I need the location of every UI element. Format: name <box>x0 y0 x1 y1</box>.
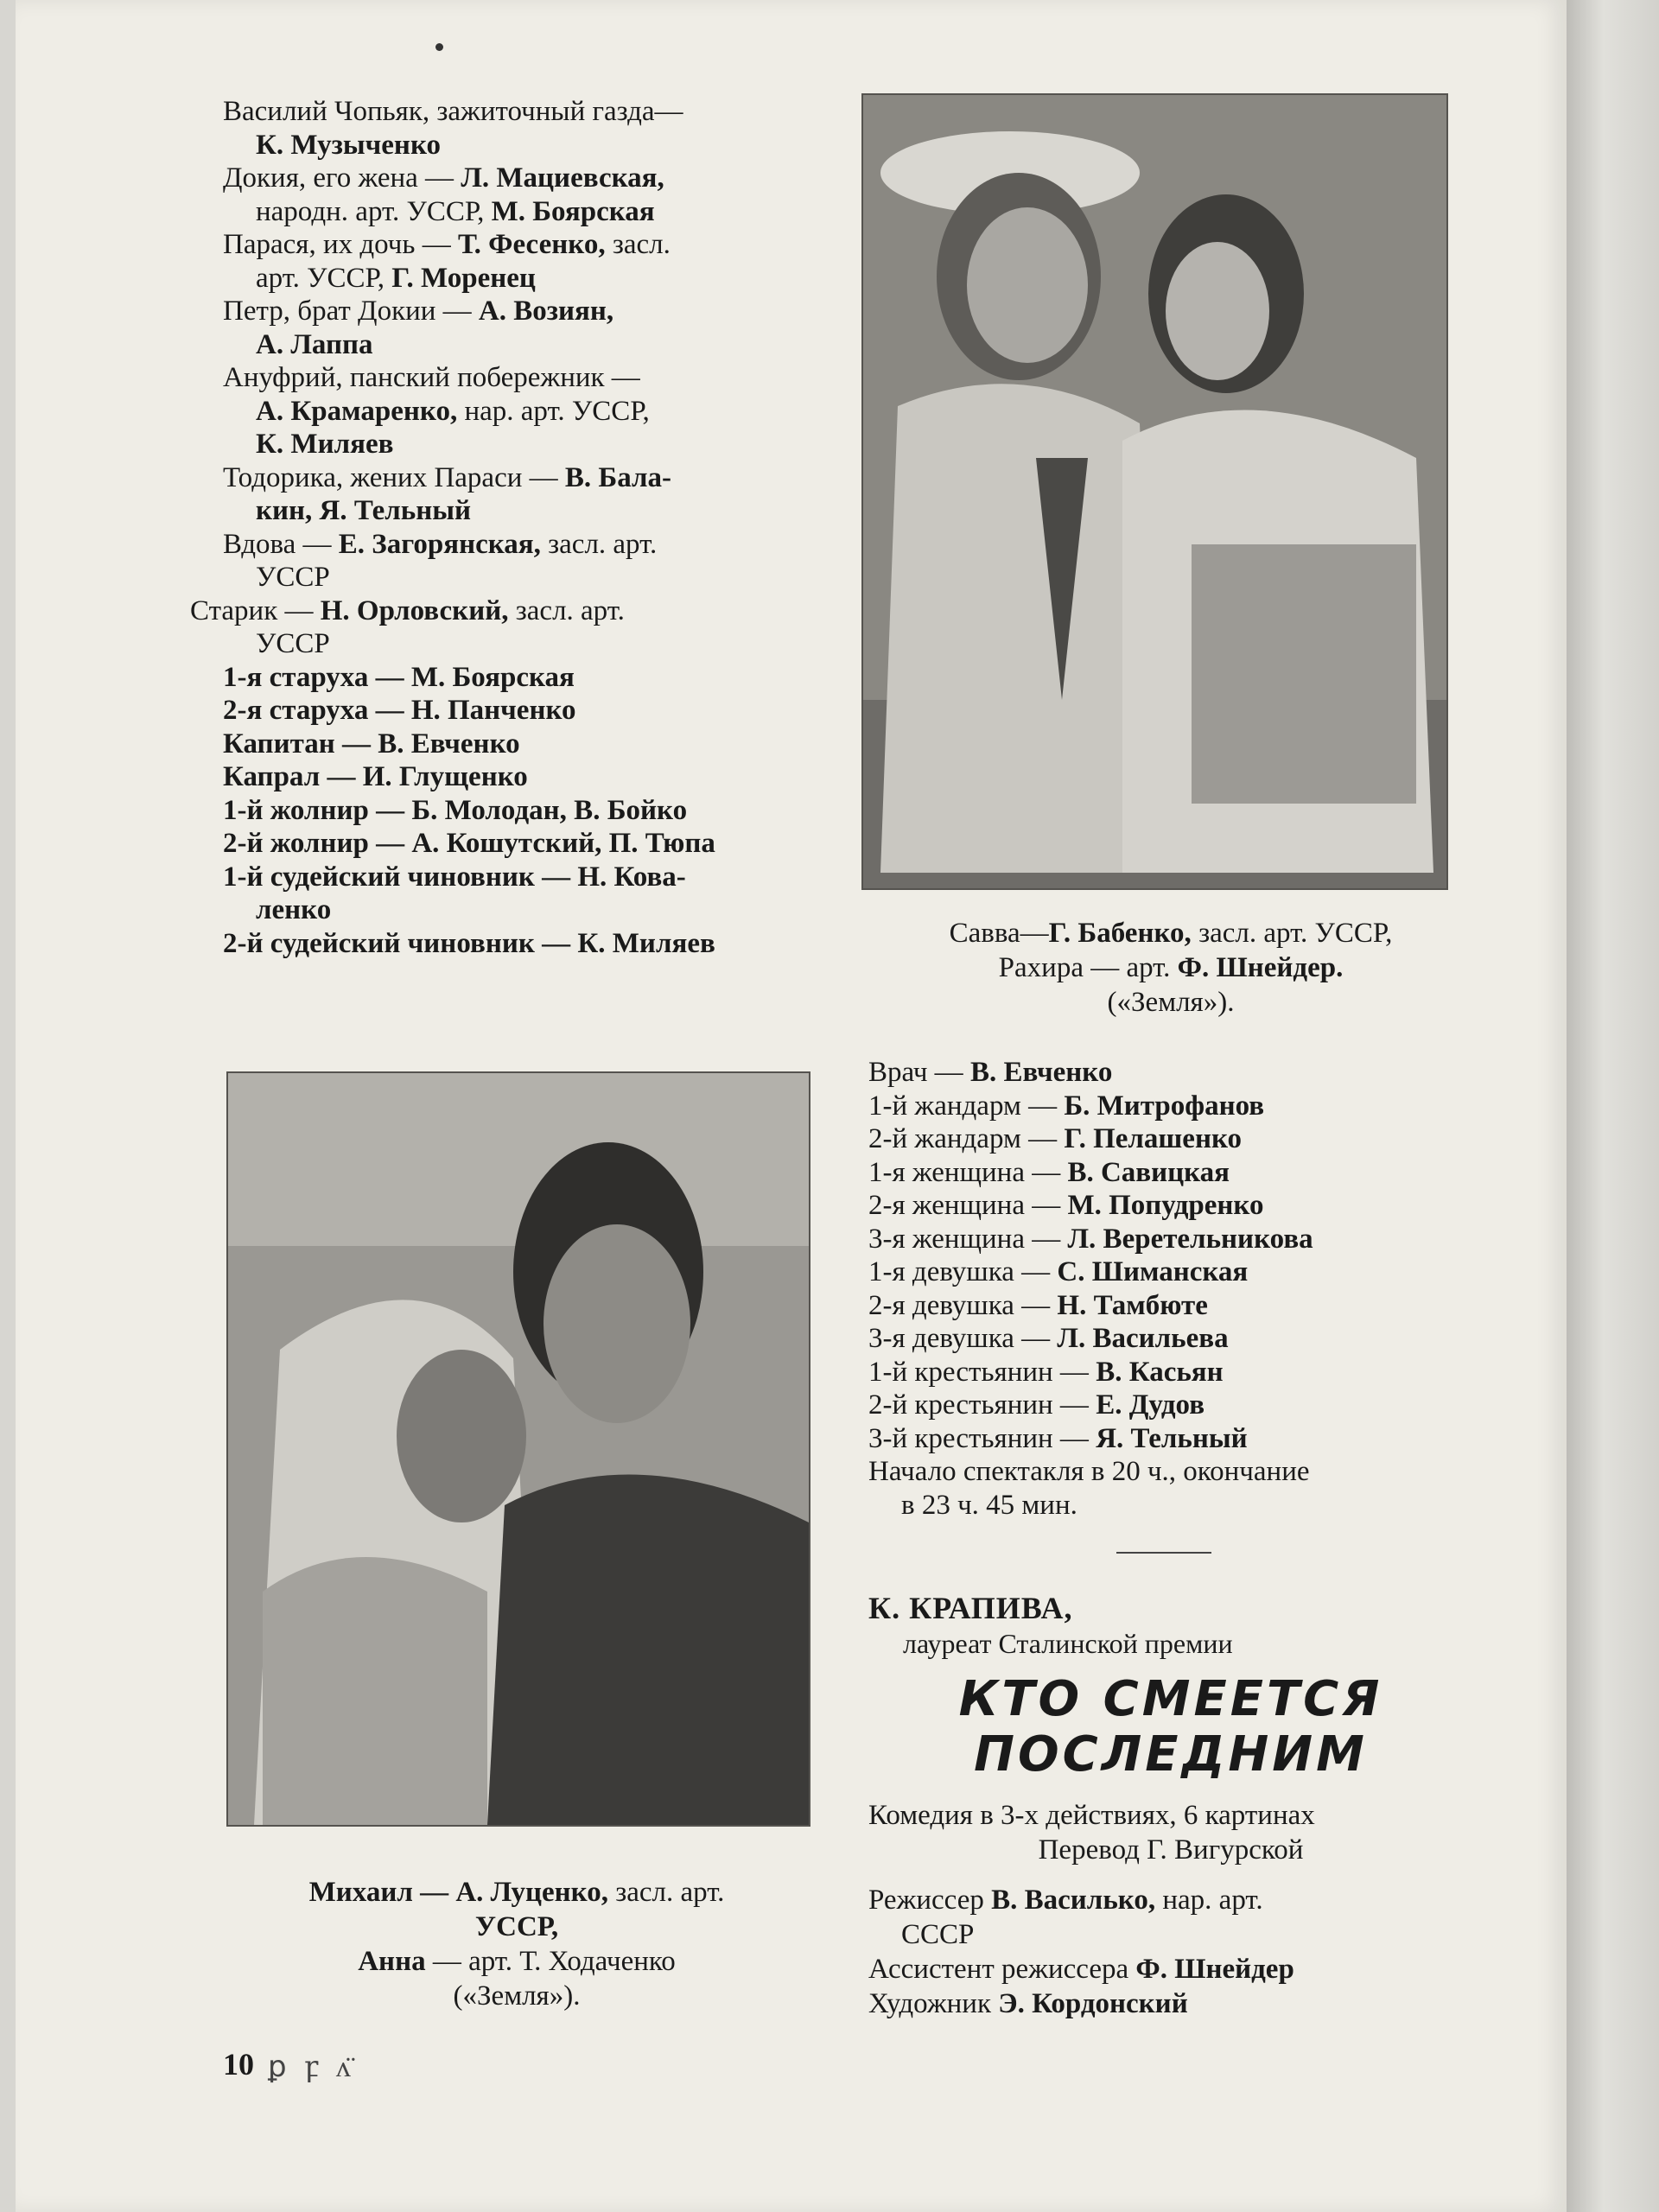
play-author: К. КРАПИВА, <box>868 1591 1073 1625</box>
actor-name: 2-й жолнир — А. Кошутский, П. Тюпа <box>223 828 715 859</box>
cast-list-right <box>868 1056 1473 1522</box>
cast-line <box>223 262 817 296</box>
actor-name: Л. Мациевская, <box>461 162 664 194</box>
actor-name: В. Бала- <box>564 461 671 493</box>
cast-line <box>223 528 817 562</box>
photo-bottom-caption <box>226 1875 807 2013</box>
actor-name: В. Евченко <box>969 1057 1113 1088</box>
actor-name: Ф. Шнейдер. <box>1177 952 1344 983</box>
role-text: 1-й крестьянин — <box>868 1356 1096 1388</box>
photo-image <box>228 1073 809 1825</box>
actor-name: Анна <box>358 1946 426 1977</box>
role-text: Старик — <box>190 594 321 626</box>
actor-name: Михаил — А. Луценко, <box>308 1877 608 1908</box>
cast-line <box>868 1156 1473 1190</box>
role-text: Вдова — <box>223 528 339 560</box>
printing-dot <box>435 43 443 51</box>
actor-name: В. Касьян <box>1096 1356 1224 1388</box>
actor-name: С. Шиманская <box>1057 1256 1249 1287</box>
cast-line <box>223 395 817 429</box>
section-divider <box>1116 1552 1211 1554</box>
actor-name: Т. Фесенко, <box>457 229 606 260</box>
actor-name: ленко <box>256 894 332 925</box>
cast-line <box>868 950 1473 985</box>
cast-line <box>223 561 817 594</box>
role-text: 2-й крестьянин — <box>868 1389 1096 1421</box>
cast-line <box>223 627 817 661</box>
cast-line <box>223 295 817 328</box>
actor-name: Г. Бабенко, <box>1048 918 1192 949</box>
cast-line <box>223 428 817 461</box>
role-text: Начало спектакля в 20 ч., окончание <box>868 1456 1310 1487</box>
play-translation: Перевод Г. Вигурской <box>1038 1834 1304 1866</box>
actor-name: К. Миляев <box>256 429 394 460</box>
cast-line <box>868 1223 1473 1256</box>
actor-name: М. Попудренко <box>1067 1190 1264 1221</box>
role-text: арт. УССР, <box>256 262 392 294</box>
cast-line <box>223 760 817 794</box>
cast-line <box>868 916 1473 950</box>
cast-line <box>223 794 817 828</box>
actor-name: Н. Тамбюте <box>1057 1289 1208 1321</box>
play-assistant <box>868 1952 1473 1986</box>
cast-line <box>868 1122 1473 1156</box>
role-text: 1-я девушка — <box>868 1256 1058 1287</box>
cast-line <box>223 461 817 495</box>
cast-line <box>223 893 817 927</box>
cast-list-left <box>190 95 817 960</box>
role-text: 3-я девушка — <box>868 1323 1058 1354</box>
actor-name: Л. Васильева <box>1057 1323 1229 1354</box>
cast-line <box>226 1979 807 2013</box>
cast-line <box>868 1255 1473 1289</box>
next-page-edge <box>1567 0 1659 2212</box>
play-genre: Комедия в 3-х действиях, 6 картинах <box>868 1800 1315 1831</box>
play-title-line-1: КТО СМЕЕТСЯ <box>958 1671 1383 1727</box>
play-artist <box>868 1986 1473 2021</box>
cast-line <box>226 1910 807 1944</box>
director-title: нар. арт. <box>1155 1885 1263 1916</box>
role-text: Василий Чопьяк, зажиточный газда— <box>223 96 683 127</box>
page-number: 10 <box>223 2047 254 2082</box>
actor-name: К. Музыченко <box>256 129 442 161</box>
cast-line <box>868 1356 1473 1389</box>
cast-line <box>223 728 817 761</box>
director-role: Режиссер <box>868 1885 992 1916</box>
photo-top-caption <box>868 916 1473 1020</box>
role-text: 1-я женщина — <box>868 1156 1068 1188</box>
photo-mikhail-anna <box>226 1071 810 1827</box>
cast-line <box>223 95 817 129</box>
actor-name: Капитан — В. Евченко <box>223 728 520 760</box>
actor-name: кин, Я. Тельный <box>256 495 472 526</box>
actor-name: В. Савицкая <box>1067 1156 1230 1188</box>
cast-line <box>868 1090 1473 1123</box>
actor-name: А. Лаппа <box>256 328 373 360</box>
cast-line <box>226 1944 807 1979</box>
role-text: 1-й жандарм — <box>868 1090 1065 1122</box>
actor-name: Л. Веретельникова <box>1067 1223 1313 1255</box>
artist-name: Э. Кордонский <box>998 1988 1188 2019</box>
director-name: В. Василько, <box>991 1885 1156 1916</box>
role-text: 3-й крестьянин — <box>868 1422 1096 1454</box>
cast-line <box>223 195 817 229</box>
role-text: Ануфрий, панский побережник — <box>223 362 640 393</box>
cast-line <box>868 1389 1473 1422</box>
role-text: 3-я женщина — <box>868 1223 1068 1255</box>
actor-name: А. Крамаренко, <box>256 395 458 427</box>
actor-name: 2-я старуха — Н. Панченко <box>223 695 576 726</box>
cast-line <box>226 1875 807 1910</box>
actor-name: Я. Тельный <box>1096 1422 1248 1454</box>
actor-name: А. Возиян, <box>478 296 614 327</box>
actor-title: засл. <box>605 229 671 260</box>
actor-title: — арт. Т. Ходаченко <box>425 1946 676 1977</box>
ink-smudge: ꝑ ꝼ ʌ̈ <box>268 2051 356 2083</box>
next-play-block <box>868 1590 1473 2021</box>
cast-line <box>868 1422 1473 1456</box>
cast-line <box>868 1289 1473 1323</box>
role-text: Врач — <box>868 1057 970 1088</box>
cast-line <box>223 694 817 728</box>
actor-name: Н. Орловский, <box>320 594 509 626</box>
cast-line <box>223 494 817 528</box>
cast-line <box>223 228 817 262</box>
play-title-line-2: ПОСЛЕДНИМ <box>974 1726 1368 1783</box>
author-laureate: лауреат Сталинской премии <box>903 1628 1233 1659</box>
role-text: народн. арт. УССР, <box>256 195 492 227</box>
role-text: УССР <box>256 628 330 659</box>
actor-title: нар. арт. УССР, <box>457 395 650 427</box>
role-text: 2-я женщина — <box>868 1190 1068 1221</box>
actor-name: М. Боярская <box>491 195 655 227</box>
cast-line <box>868 985 1473 1020</box>
assistant-name: Ф. Шнейдер <box>1135 1954 1294 1985</box>
cast-line <box>223 861 817 894</box>
photo-image <box>863 95 1446 888</box>
role-text: УССР <box>256 562 330 593</box>
cast-line <box>223 827 817 861</box>
actor-name: Б. Митрофанов <box>1064 1090 1265 1122</box>
cast-line <box>223 361 817 395</box>
actor-name: Г. Пелашенко <box>1064 1123 1243 1154</box>
cast-line <box>223 661 817 695</box>
cast-line <box>223 129 817 162</box>
actor-name: 1-я старуха — М. Боярская <box>223 661 575 693</box>
role-text: Парася, их дочь — <box>223 229 458 260</box>
role-text: («Земля»). <box>453 1980 581 2012</box>
role-text: 2-я девушка — <box>868 1289 1058 1321</box>
actor-name: Е. Загорянская, <box>338 528 541 560</box>
actor-title: засл. арт. <box>508 594 625 626</box>
actor-title: засл. арт. <box>540 528 658 560</box>
actor-name: Капрал — И. Глущенко <box>223 761 528 792</box>
cast-line <box>223 328 817 362</box>
role-text: Рахира — арт. <box>998 952 1178 983</box>
cast-line <box>223 162 817 195</box>
role-text: Докия, его жена — <box>223 162 461 194</box>
cast-line <box>868 1455 1473 1489</box>
role-text: Тодорика, жених Параси — <box>223 461 565 493</box>
actor-name: Г. Моренец <box>391 262 536 294</box>
role-text: 2-й жандарм — <box>868 1123 1065 1154</box>
actor-name: 1-й жолнир — Б. Молодан, В. Бойко <box>223 794 688 826</box>
cast-line <box>868 1189 1473 1223</box>
cast-line <box>868 1489 1473 1522</box>
role-text: Петр, брат Докии — <box>223 296 479 327</box>
actor-title: засл. арт. <box>607 1877 725 1908</box>
cast-line <box>190 594 817 628</box>
role-text: («Земля»). <box>1107 987 1235 1018</box>
actor-name: УССР, <box>474 1911 559 1942</box>
director-country: СССР <box>901 1919 975 1950</box>
actor-name: 1-й судейский чиновник — Н. Кова- <box>223 861 686 893</box>
role-text: в 23 ч. 45 мин. <box>901 1489 1077 1521</box>
artist-role: Художник <box>868 1988 999 2019</box>
assistant-role: Ассистент режиссера <box>868 1954 1136 1985</box>
actor-title: засл. арт. УССР, <box>1191 918 1393 949</box>
actor-name: Е. Дудов <box>1096 1389 1205 1421</box>
role-text: Савва— <box>949 918 1049 949</box>
cast-line <box>223 927 817 961</box>
cast-line <box>868 1322 1473 1356</box>
photo-savva-rakhira <box>861 93 1448 890</box>
actor-name: 2-й судейский чиновник — К. Миляев <box>223 927 715 959</box>
cast-line <box>868 1056 1473 1090</box>
play-director <box>868 1883 1473 1917</box>
